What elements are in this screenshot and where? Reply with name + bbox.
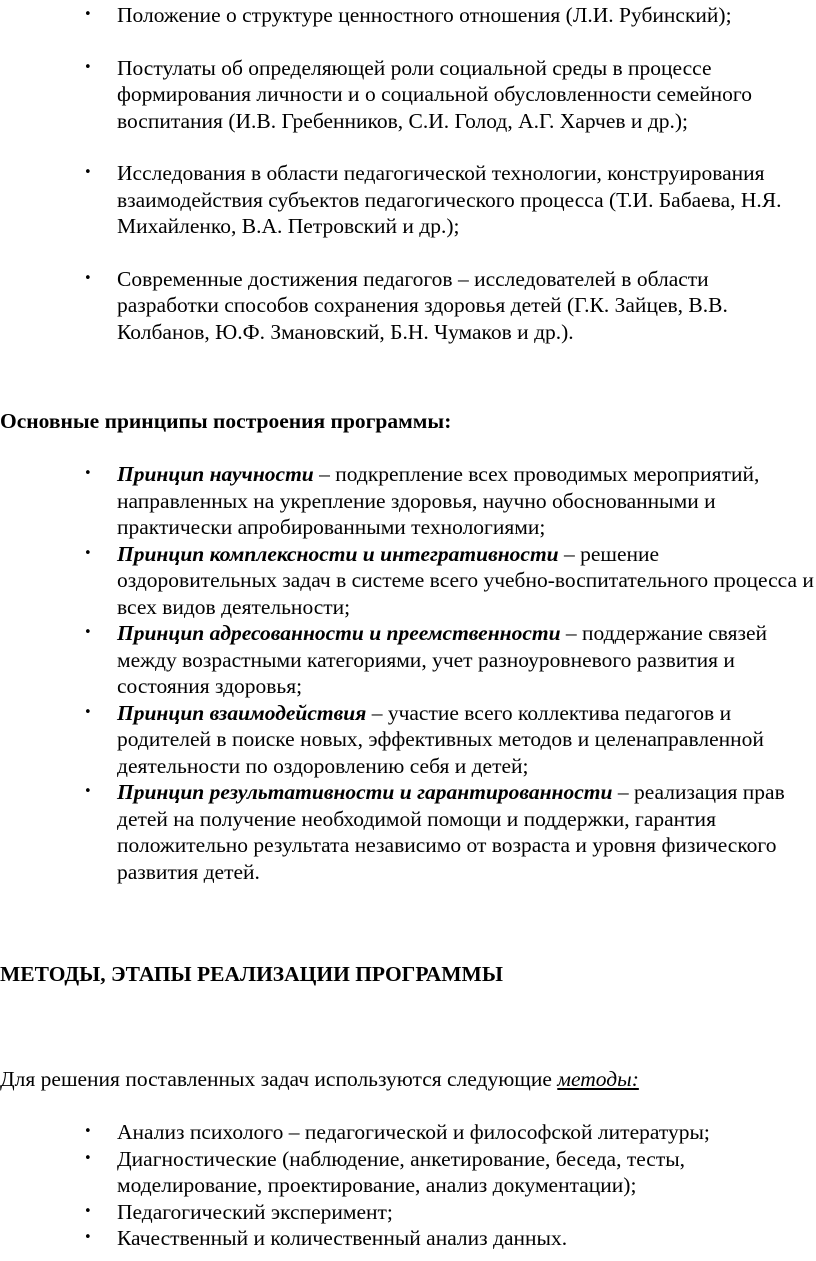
list-item <box>0 461 816 541</box>
methods-list <box>0 1119 816 1252</box>
principle-term: Принцип комплексности и интегративности <box>117 541 559 566</box>
principle-term: Принцип адресованности и преемственности <box>117 621 561 645</box>
methods-heading: МЕТОДЫ, ЭТАПЫ РЕАЛИЗАЦИИ ПРОГРАММЫ <box>0 962 503 986</box>
principles-heading: Основные принципы построения программы: <box>0 409 452 433</box>
list-item <box>0 620 816 700</box>
principle-text: – реализация прав детей на получение необходимой помощи и поддержки, гарантия положительно результата независимо от возраста и уровня физического развития детей. <box>117 780 785 884</box>
list-item: • Исследования в области педагогической технологии, конструирования взаимодействия субъектов педагогического процесса (Т.И. Бабаева, Н.Я. Михайленко, В.А. Петровский и др.); <box>0 160 816 240</box>
list-item: • Анализ психолого – педагогической и философской литературы; <box>0 1119 816 1146</box>
list-item: • Современные достижения педагогов – исследователей в области разработки способов сохранения здоровья детей (Г.К. Зайцев, В.В. Колбанов, Ю.Ф. Змановский, Б.Н. Чумаков и др.). <box>0 266 816 346</box>
principle-term: Принцип научности <box>117 462 314 486</box>
list-item <box>0 541 816 621</box>
list-item: • Педагогический эксперимент; <box>0 1199 816 1226</box>
list-item: • Положение о структуре ценностного отношения (Л.И. Рубинский); <box>0 2 816 29</box>
methods-intro-text: Для решения поставленных задач используются следующие <box>0 1067 558 1091</box>
principle-text: – участие всего коллектива педагогов и родителей в поиске новых, эффективных методов и целенаправленной деятельности по оздоровлению себя и детей; <box>117 700 764 778</box>
principle-term: Принцип взаимодействия <box>117 700 367 725</box>
principle-term: Принцип результативности и гарантированности <box>117 780 613 804</box>
principle-text: – поддержание связей между возрастными категориями, учет разноуровневого развития и состояния здоровья; <box>117 621 768 698</box>
list-item: • Постулаты об определяющей роли социальной среды в процессе формирования личности и о социальной обусловленности семейного воспитания (И.В. Гребенников, С.И. Голод, А.Г. Харчев и др.); <box>0 55 816 135</box>
list-item: • Качественный и количественный анализ данных. <box>0 1225 816 1252</box>
list-item <box>0 700 816 780</box>
methods-word: методы: <box>557 1067 639 1091</box>
principle-text: – решение оздоровительных задач в системе всего учебно-воспитательного процесса и всех видов деятельности; <box>117 541 814 619</box>
list-item <box>0 779 816 885</box>
foundations-list <box>0 2 816 371</box>
principle-text: – подкрепление всех проводимых мероприятий, направленных на укрепление здоровья, научно обоснованными и практически апробированными технологиями; <box>117 462 760 539</box>
list-item: • Диагностические (наблюдение, анкетирование, беседа, тесты, моделирование, проектирование, анализ документации); <box>0 1146 816 1199</box>
methods-intro <box>0 1066 639 1093</box>
principles-list <box>0 461 816 885</box>
